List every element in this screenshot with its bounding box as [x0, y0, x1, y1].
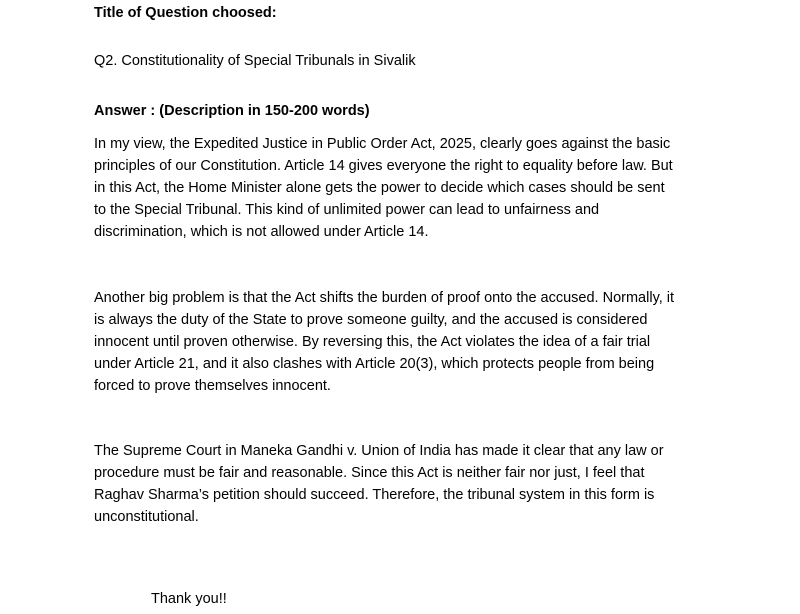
paragraph-line: innocent until proven otherwise. By reversing this, the Act violates the idea of a fair trial — [94, 334, 651, 350]
paragraph-line: is always the duty of the State to prove someone guilty, and the accused is considered — [94, 312, 648, 328]
paragraph-line: unconstitutional. — [94, 509, 199, 525]
paragraph-line: Raghav Sharma’s petition should succeed. Therefore, the tribunal system in this form is — [94, 487, 655, 503]
answer-paragraph-1 — [94, 133, 710, 243]
question-heading: Title of Question choosed: — [94, 5, 277, 21]
answer-heading: Answer : (Description in 150-200 words) — [94, 103, 370, 119]
answer-paragraph-3 — [94, 440, 710, 528]
paragraph-line: principles of our Constitution. Article 14 gives everyone the right to equality before law. But — [94, 158, 673, 174]
paragraph-line: discrimination, which is not allowed under Article 14. — [94, 224, 429, 240]
paragraph-line: forced to prove themselves innocent. — [94, 378, 331, 394]
paragraph-line: In my view, the Expedited Justice in Public Order Act, 2025, clearly goes against the basic — [94, 136, 671, 152]
answer-paragraph-2 — [94, 287, 710, 397]
paragraph-line: procedure must be fair and reasonable. Since this Act is neither fair nor just, I feel that — [94, 465, 645, 481]
paragraph-line: under Article 21, and it also clashes with Article 20(3), which protects people from being — [94, 356, 655, 372]
closing-text: Thank you!! — [151, 590, 227, 607]
paragraph-line: in this Act, the Home Minister alone gets the power to decide which cases should be sent — [94, 180, 665, 196]
paragraph-line: Another big problem is that the Act shifts the burden of proof onto the accused. Normally, it — [94, 290, 675, 306]
question-title: Q2. Constitutionality of Special Tribunals in Sivalik — [94, 52, 416, 69]
paragraph-line: to the Special Tribunal. This kind of unlimited power can lead to unfairness and — [94, 202, 600, 218]
paragraph-line: The Supreme Court in Maneka Gandhi v. Union of India has made it clear that any law or — [94, 443, 664, 459]
